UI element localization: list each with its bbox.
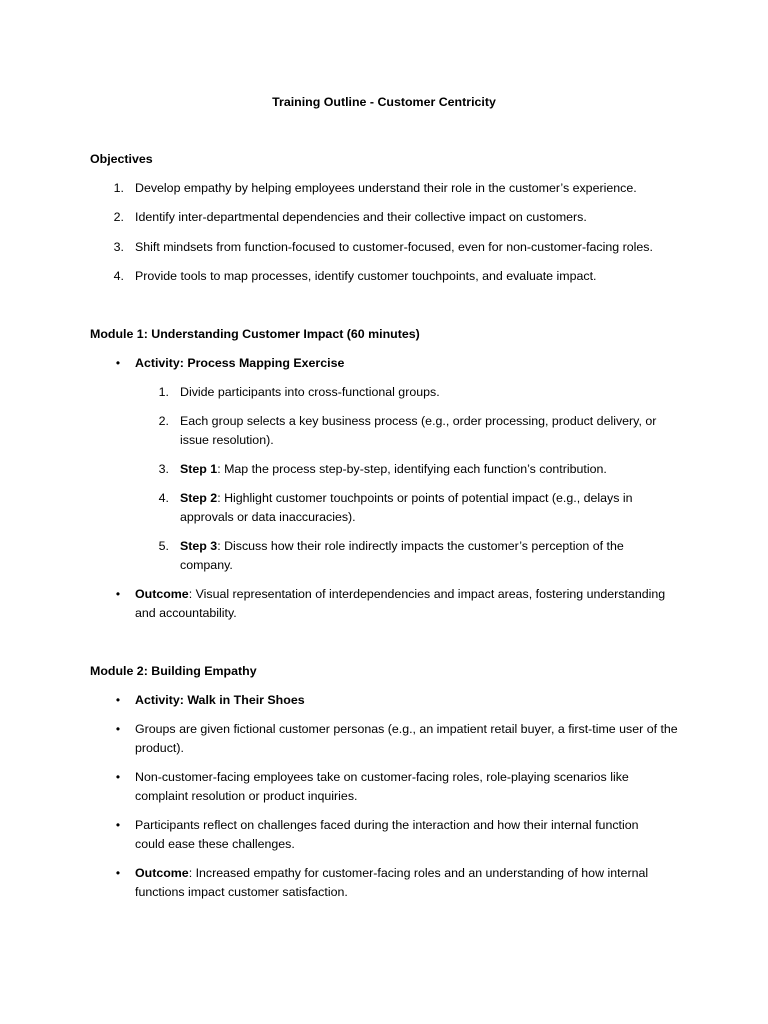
bullet-icon: • <box>115 770 121 784</box>
step-number: 4. <box>158 491 169 505</box>
objectives-heading: Objectives <box>90 152 153 166</box>
objective-text: Develop empathy by helping employees understand their role in the customer’s experience. <box>135 181 637 195</box>
bullet-icon: • <box>115 722 121 736</box>
bullet-text: Non-customer-facing employees take on customer-facing roles, role-playing scenarios like complaint resolution or product inquiries. <box>135 770 629 803</box>
objective-text: Shift mindsets from function-focused to customer-focused, even for non-customer-facing roles. <box>135 240 653 254</box>
module1-heading: Module 1: Understanding Customer Impact (60 minutes) <box>90 327 420 341</box>
bullet-text: Groups are given fictional customer personas (e.g., an impatient retail buyer, a first-time user of the product). <box>135 722 678 755</box>
bullet-icon: • <box>115 866 121 880</box>
objective-number: 1. <box>113 181 124 195</box>
activity-label: Activity: Walk in Their Shoes <box>135 693 305 707</box>
bullet-icon: • <box>115 818 121 832</box>
module2-heading: Module 2: Building Empathy <box>90 664 257 678</box>
step-text: Each group selects a key business process (e.g., order processing, product delivery, or issue resolution). <box>180 414 657 447</box>
step-text: Divide participants into cross-functional groups. <box>180 385 440 399</box>
step-text: : Discuss how their role indirectly impacts the customer’s perception of the company. <box>180 539 624 572</box>
bullet-icon: • <box>115 356 121 370</box>
step-number: 3. <box>158 462 169 476</box>
outcome-text: : Increased empathy for customer-facing roles and an understanding of how internal functions impact customer satisfaction. <box>135 866 649 899</box>
step-number: 2. <box>158 414 169 428</box>
document-title: Training Outline - Customer Centricity <box>272 95 496 109</box>
bullet-icon: • <box>115 587 121 601</box>
step-text: : Highlight customer touchpoints or points of potential impact (e.g., delays in approvals or data inaccuracies). <box>180 491 633 524</box>
activity-label: Activity: Process Mapping Exercise <box>135 356 345 370</box>
outcome-label: Outcome <box>135 587 189 601</box>
step-label: Step 3 <box>180 539 218 553</box>
objective-text: Identify inter-departmental dependencies and their collective impact on customers. <box>135 210 587 224</box>
step-label: Step 2 <box>180 491 218 505</box>
bullet-icon: • <box>115 693 121 707</box>
step-number: 5. <box>158 539 169 553</box>
outcome-label: Outcome <box>135 866 189 880</box>
step-number: 1. <box>158 385 169 399</box>
objective-text: Provide tools to map processes, identify customer touchpoints, and evaluate impact. <box>135 269 597 283</box>
objective-number: 3. <box>113 240 124 254</box>
objective-number: 4. <box>113 269 124 283</box>
step-label: Step 1 <box>180 462 218 476</box>
outcome-text: : Visual representation of interdependencies and impact areas, fostering understanding and accountability. <box>135 587 666 620</box>
objective-number: 2. <box>113 210 124 224</box>
step-text: : Map the process step-by-step, identifying each function’s contribution. <box>217 462 607 476</box>
bullet-text: Participants reflect on challenges faced during the interaction and how their internal function could ease these challenges. <box>135 818 639 851</box>
